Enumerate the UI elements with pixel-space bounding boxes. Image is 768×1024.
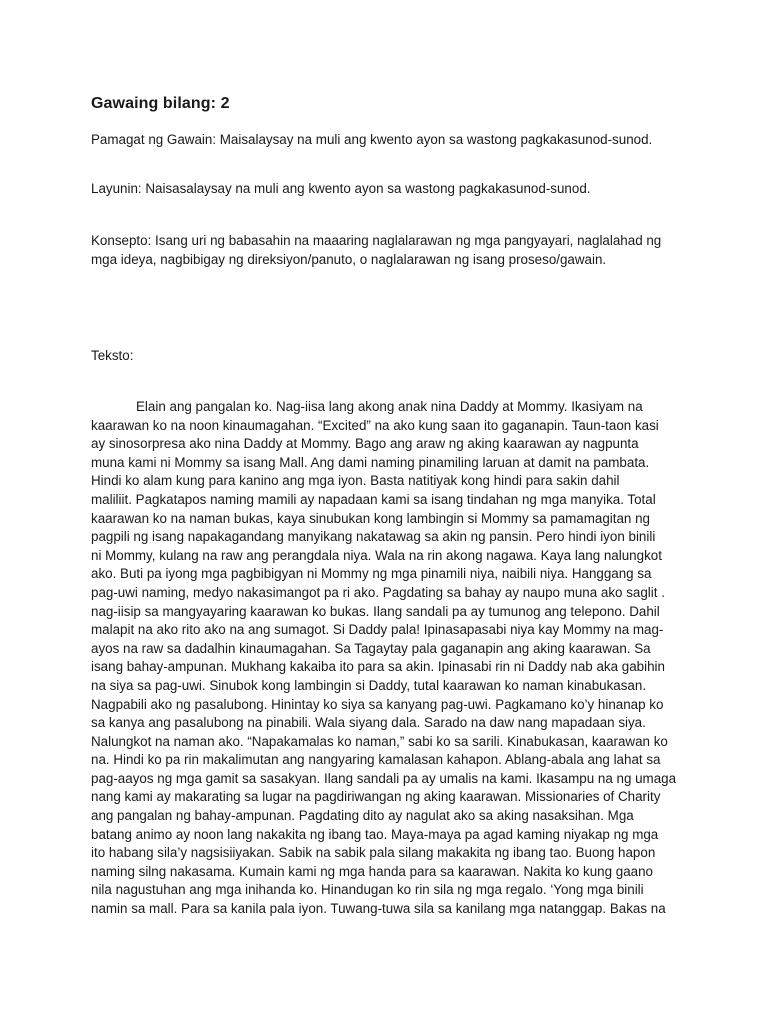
story-line: Hindi ko alam kung para kanino ang mga iyon. Basta natitiyak kong hindi para sakin dahil <box>91 473 620 489</box>
story-line: pag-uwi naming, medyo nakasimangot pa ri ako. Pagdating sa bahay ay naupo muna ako saglit . <box>91 584 665 600</box>
story-line: kaarawan ko na noon kinaumagahan. “Excited” na ako kung saan ito gaganapin. Taun-taon kasi <box>91 417 659 433</box>
text-label: Teksto: <box>91 348 134 363</box>
story-line: ang pangalan ng bahay-ampunan. Pagdating dito ay nagulat ako sa aking nasaksihan. Mga <box>91 808 634 824</box>
story-line: pag-aayos ng mga gamit sa sasakyan. Ilang sandali pa ay umalis na kami. Ikasampu na ng umaga <box>91 770 677 786</box>
story-line: namin sa mall. Para sa kanila pala iyon. Tuwang-tuwa sila sa kanilang mga natanggap. Bakas na <box>91 901 666 917</box>
activity-title: Pamagat ng Gawain: Maisalaysay na muli ang kwento ayon sa wastong pagkakasunod-sunod. <box>91 132 653 147</box>
story-line: isang bahay-ampunan. Mukhang kakaiba ito para sa akin. Ipinasabi rin ni Daddy nab aka gabihin <box>91 659 665 675</box>
story-paragraph <box>91 398 681 919</box>
story-line: Elain ang pangalan ko. Nag-iisa lang akong anak nina Daddy at Mommy. Ikasiyam na <box>136 399 643 414</box>
story-line: Nalungkot na naman ako. “Napakamalas ko naman,” sabi ko sa sarili. Kinabukasan, kaarawan ko <box>91 733 668 749</box>
story-line: pagpili ng isang napakagandang manyikang nakatawag sa akin ng pansin. Pero hindi iyon binili <box>91 529 656 545</box>
story-line: maliliit. Pagkatapos naming mamili ay napadaan kami sa isang tindahan ng mga manyika. Total <box>91 491 656 507</box>
objective: Layunin: Naisasalaysay na muli ang kwento ayon sa wastong pagkakasunod-sunod. <box>91 181 591 196</box>
story-line: kaarawan ko na naman bukas, kaya sinubukan kong lambingin si Mommy sa pamamagitan ng <box>91 510 650 526</box>
story-line: ako. Buti pa iyong mga pagbibigyan ni Mommy ng mga pinamili niya, naibili niya. Hanggang sa <box>91 566 652 582</box>
story-line: batang animo ay noon lang nakakita ng ibang tao. Maya-maya pa agad kaming niyakap ng mga <box>91 826 659 842</box>
story-line: Nagpabili ako ng pasalubong. Hinintay ko siya sa kanyang pag-uwi. Pagkamano ko’y hinanap ko <box>91 696 664 712</box>
story-line: ay sinosorpresa ako nina Daddy at Mommy. Bago ang araw ng aking kaarawan ay nagpunta <box>91 436 639 452</box>
concept-line-2: mga ideya, nagbibigay ng direksiyon/panuto, o naglalarawan ng isang proseso/gawain. <box>91 252 607 267</box>
concept-line-1: Konsepto: Isang uri ng babasahin na maaaring naglalarawan ng mga pangyayari, naglalahad ng <box>91 233 662 248</box>
activity-heading: Gawaing bilang: 2 <box>91 95 230 112</box>
story-line: sa kanya ang pasalubong na pinabili. Wala siyang dala. Sarado na daw nang mapadaan siya. <box>91 715 646 731</box>
story-line: malapit na ako rito ako na ang sumagot. Si Daddy pala! Ipinasapasabi niya kay Mommy na mag- <box>91 622 664 638</box>
story-line: naming silng nakasama. Kumain kami ng mga handa para sa kaarawan. Nakita ko kung gaano <box>91 863 653 879</box>
story-line: ayos na raw sa dadalhin kinaumagahan. Sa Tagaytay pala gaganapin ang aking kaarawan. Sa <box>91 640 651 656</box>
story-line: na. Hindi ko pa rin makalimutan ang nangyaring kamalasan kahapon. Ablang-abala ang lahat sa <box>91 752 661 768</box>
story-line: ito habang sila’y nagsisiiyakan. Sabik na sabik pala silang makakita ng ibang tao. Buong hapon <box>91 845 656 861</box>
story-line: nila nagustuhan ang mga inihanda ko. Hinandugan ko rin sila ng mga regalo. ‘Yong mga binili <box>91 882 644 898</box>
story-line: ni Mommy, kulang na raw ang perangdala niya. Wala na rin akong nagawa. Kaya lang nalungkot <box>91 547 662 563</box>
story-line: muna kami ni Mommy sa isang Mall. Ang dami naming pinamiling laruan at damit na pambata. <box>91 454 650 470</box>
story-line: na siya sa pag-uwi. Sinubok kong lambingin si Daddy, tutal kaarawan ko naman kinabukasan. <box>91 677 647 693</box>
story-line: nang kami ay makarating sa lugar na pagdiriwangan ng aking kaarawan. Missionaries of Charity <box>91 789 661 805</box>
story-line: nag-iisip sa mangyayaring kaarawan ko bukas. Ilang sandali pa ay tumunog ang telepono. Dahil <box>91 603 660 619</box>
